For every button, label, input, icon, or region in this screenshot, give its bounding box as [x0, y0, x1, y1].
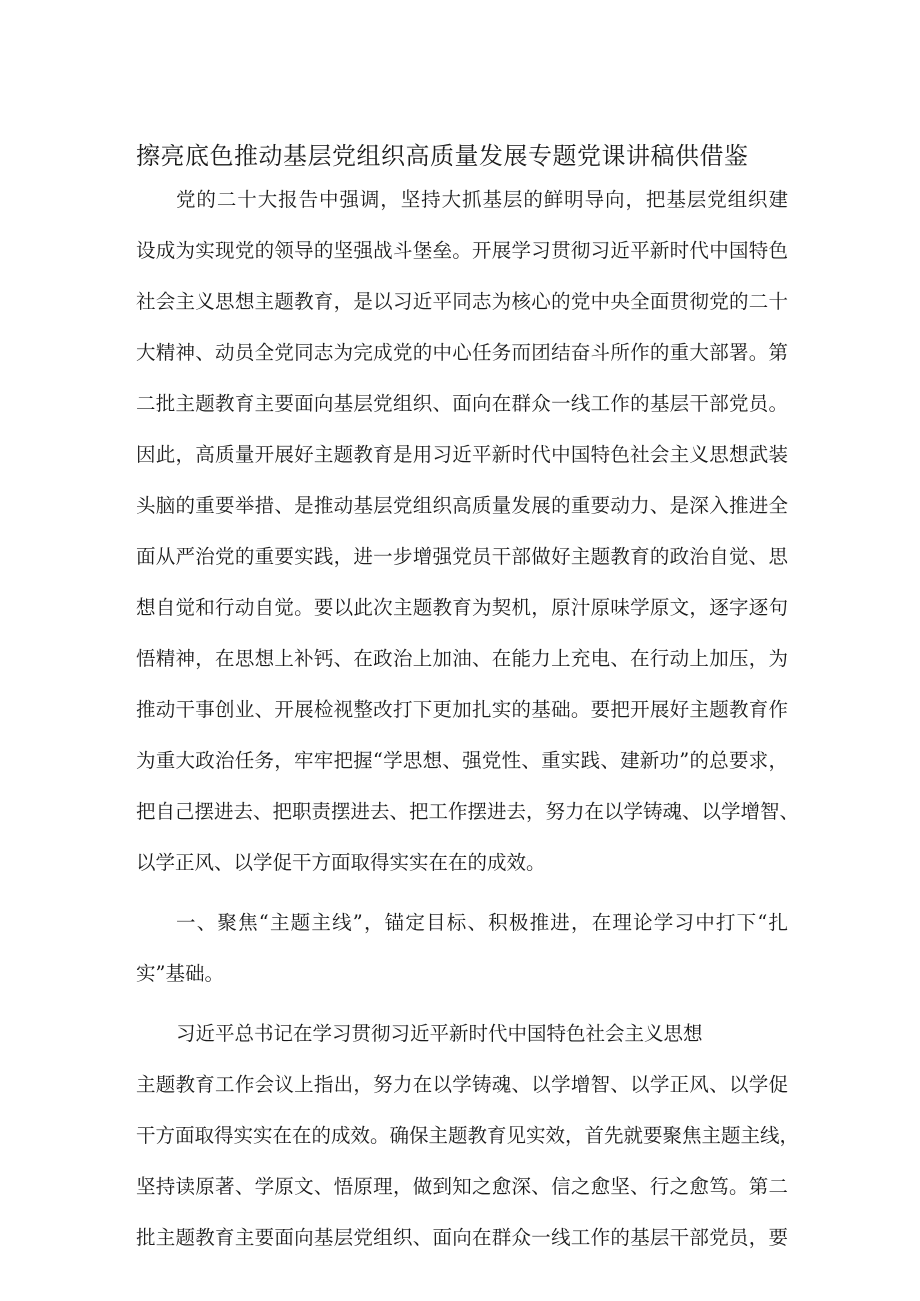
text-line: 大精神、动员全党同志为完成党的中心任务而团结奋斗所作的重大部署。第 [136, 341, 788, 364]
text-line: 实”基础。 [136, 962, 224, 985]
text-line: 设成为实现党的领导的坚强战斗堡垒。开展学习贯彻习近平新时代中国特色 [136, 239, 788, 262]
text-line: 以学正风、以学促干方面取得实实在在的成效。 [136, 851, 546, 874]
text-line: 社会主义思想主题教育，是以习近平同志为核心的党中央全面贯彻党的二十 [136, 290, 788, 313]
document-title: 擦亮底色推动基层党组织高质量发展专题党课讲稿供借鉴 [136, 142, 749, 170]
text-line: 党的二十大报告中强调，坚持大抓基层的鲜明导向，把基层党组织建 [176, 188, 788, 211]
text-line: 因此，高质量开展好主题教育是用习近平新时代中国特色社会主义思想武装 [136, 443, 788, 466]
text-line: 想自觉和行动自觉。要以此次主题教育为契机，原汁原味学原文，逐字逐句 [136, 596, 788, 619]
text-line: 批主题教育主要面向基层党组织、面向在群众一线工作的基层干部党员，要 [136, 1226, 788, 1249]
text-line: 主题教育工作会议上指出，努力在以学铸魂、以学增智、以学正风、以学促 [136, 1073, 788, 1096]
text-line: 悟精神，在思想上补钙、在政治上加油、在能力上充电、在行动上加压，为 [136, 647, 788, 670]
text-line: 为重大政治任务，牢牢把握“学思想、强党性、重实践、建新功”的总要求， [136, 749, 788, 772]
text-line: 面从严治党的重要实践，进一步增强党员干部做好主题教育的政治自觉、思 [136, 545, 788, 568]
text-line: 干方面取得实实在在的成效。确保主题教育见实效，首先就要聚焦主题主线， [136, 1124, 800, 1147]
text-line: 推动干事创业、开展检视整改打下更加扎实的基础。要把开展好主题教育作 [136, 698, 788, 721]
text-line: 头脑的重要举措、是推动基层党组织高质量发展的重要动力、是深入推进全 [136, 494, 788, 517]
text-line: 把自己摆进去、把职责摆进去、把工作摆进去，努力在以学铸魂、以学增智、 [136, 800, 800, 823]
text-line: 坚持读原著、学原文、悟原理，做到知之愈深、信之愈坚、行之愈笃。第二 [136, 1175, 788, 1198]
text-line: 一、聚焦“主题主线”，锚定目标、积极推进，在理论学习中打下“扎 [176, 911, 788, 934]
text-line: 习近平总书记在学习贯彻习近平新时代中国特色社会主义思想 [176, 1022, 703, 1045]
text-line: 二批主题教育主要面向基层党组织、面向在群众一线工作的基层干部党员。 [136, 392, 788, 415]
